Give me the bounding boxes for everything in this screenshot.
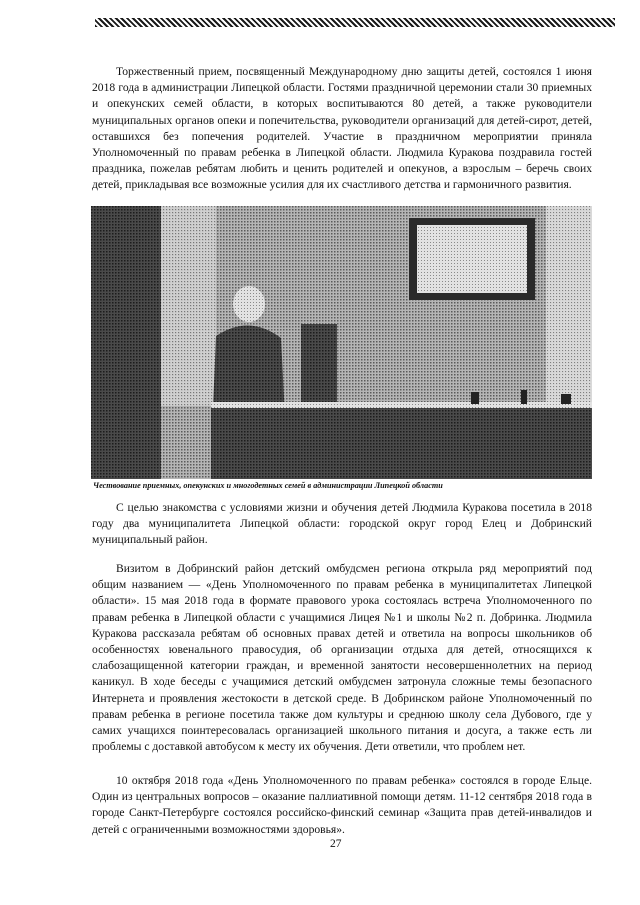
paragraph-intro: Торжественный прием, посвященный Международному дню защиты детей, состоялся 1 июня 2018 года в администрации Липецкой области. Гостями праздничной церемонии стали 30 приемных и опекунских семей области, в которых воспитываются 80 детей, а также руководители муниципальных органов опеки и попечительства, руководители организаций для детей-сирот, детей, оставшихся без попечения родителей. Участие в праздничном мероприятии приняла Уполномоченный по правам ребенка в Липецкой области. Людмила Куракова поздравила гостей праздника, пожелав ребятам любить и ценить родителей и опекунов, а взрослым – беречь своих детей, прикладывая все возможные усилия для их счастливого детства и гармоничного развития. xyxy=(92,65,592,192)
paragraph-visits: С целью знакомства с условиями жизни и обучения детей Людмила Куракова посетила в 2018 году два муниципалитета Липецкой области: городской округ город Елец и Добринский муниципальный район. xyxy=(92,501,592,547)
photo-caption: Чествование приемных, опекунских и многодетных семей в администрации Липецкой области xyxy=(93,481,443,490)
page-number: 27 xyxy=(330,838,342,850)
page-header-band xyxy=(95,18,615,27)
paragraph-dobrinka: Визитом в Добринский район детский омбудсмен региона открыла ряд мероприятий под общим названием — «День Уполномоченного по правам ребенка в муниципалитетах Липецкой области». 15 мая 2018 года в формате правового урока состоялась встреча Уполномоченного по правам ребенка в Липецкой области с учащимися Лицея №1 и школы №2 п. Добринка. Людмила Куракова рассказала ребятам об основных правах детей и ответила на вопросы школьников об особенностях ювенального правосудия, об организации отдыха для детей, относящихся к слабозащищенной категории граждан, и временной занятости несовершеннолетних на период каникул. В ходе беседы с учащимися детский омбудсмен затронула сложные темы безопасного Интернета и проявления жестокости в детской среде. В Добринском районе Уполномоченный по правам ребенка в регионе посетила также дом культуры и среднюю школу села Дубового, где у самих учащихся поинтересовалась организацией школьного питания и досуга, а также есть ли проблемы с доставкой автобусом к месту их обучения. Дети ответили, что проблем нет. xyxy=(92,562,592,754)
event-photo xyxy=(91,206,592,479)
paragraph-october: 10 октября 2018 года «День Уполномоченного по правам ребенка» состоялся в городе Ельце. Один из центральных вопросов – оказание паллиативной помощи детям. 11-12 сентября 2018 года в городе Санкт-Петербурге состоялся российско-финский семинар «Защита прав детей-инвалидов и детей с ограниченными возможностями здоровья». xyxy=(92,774,592,836)
